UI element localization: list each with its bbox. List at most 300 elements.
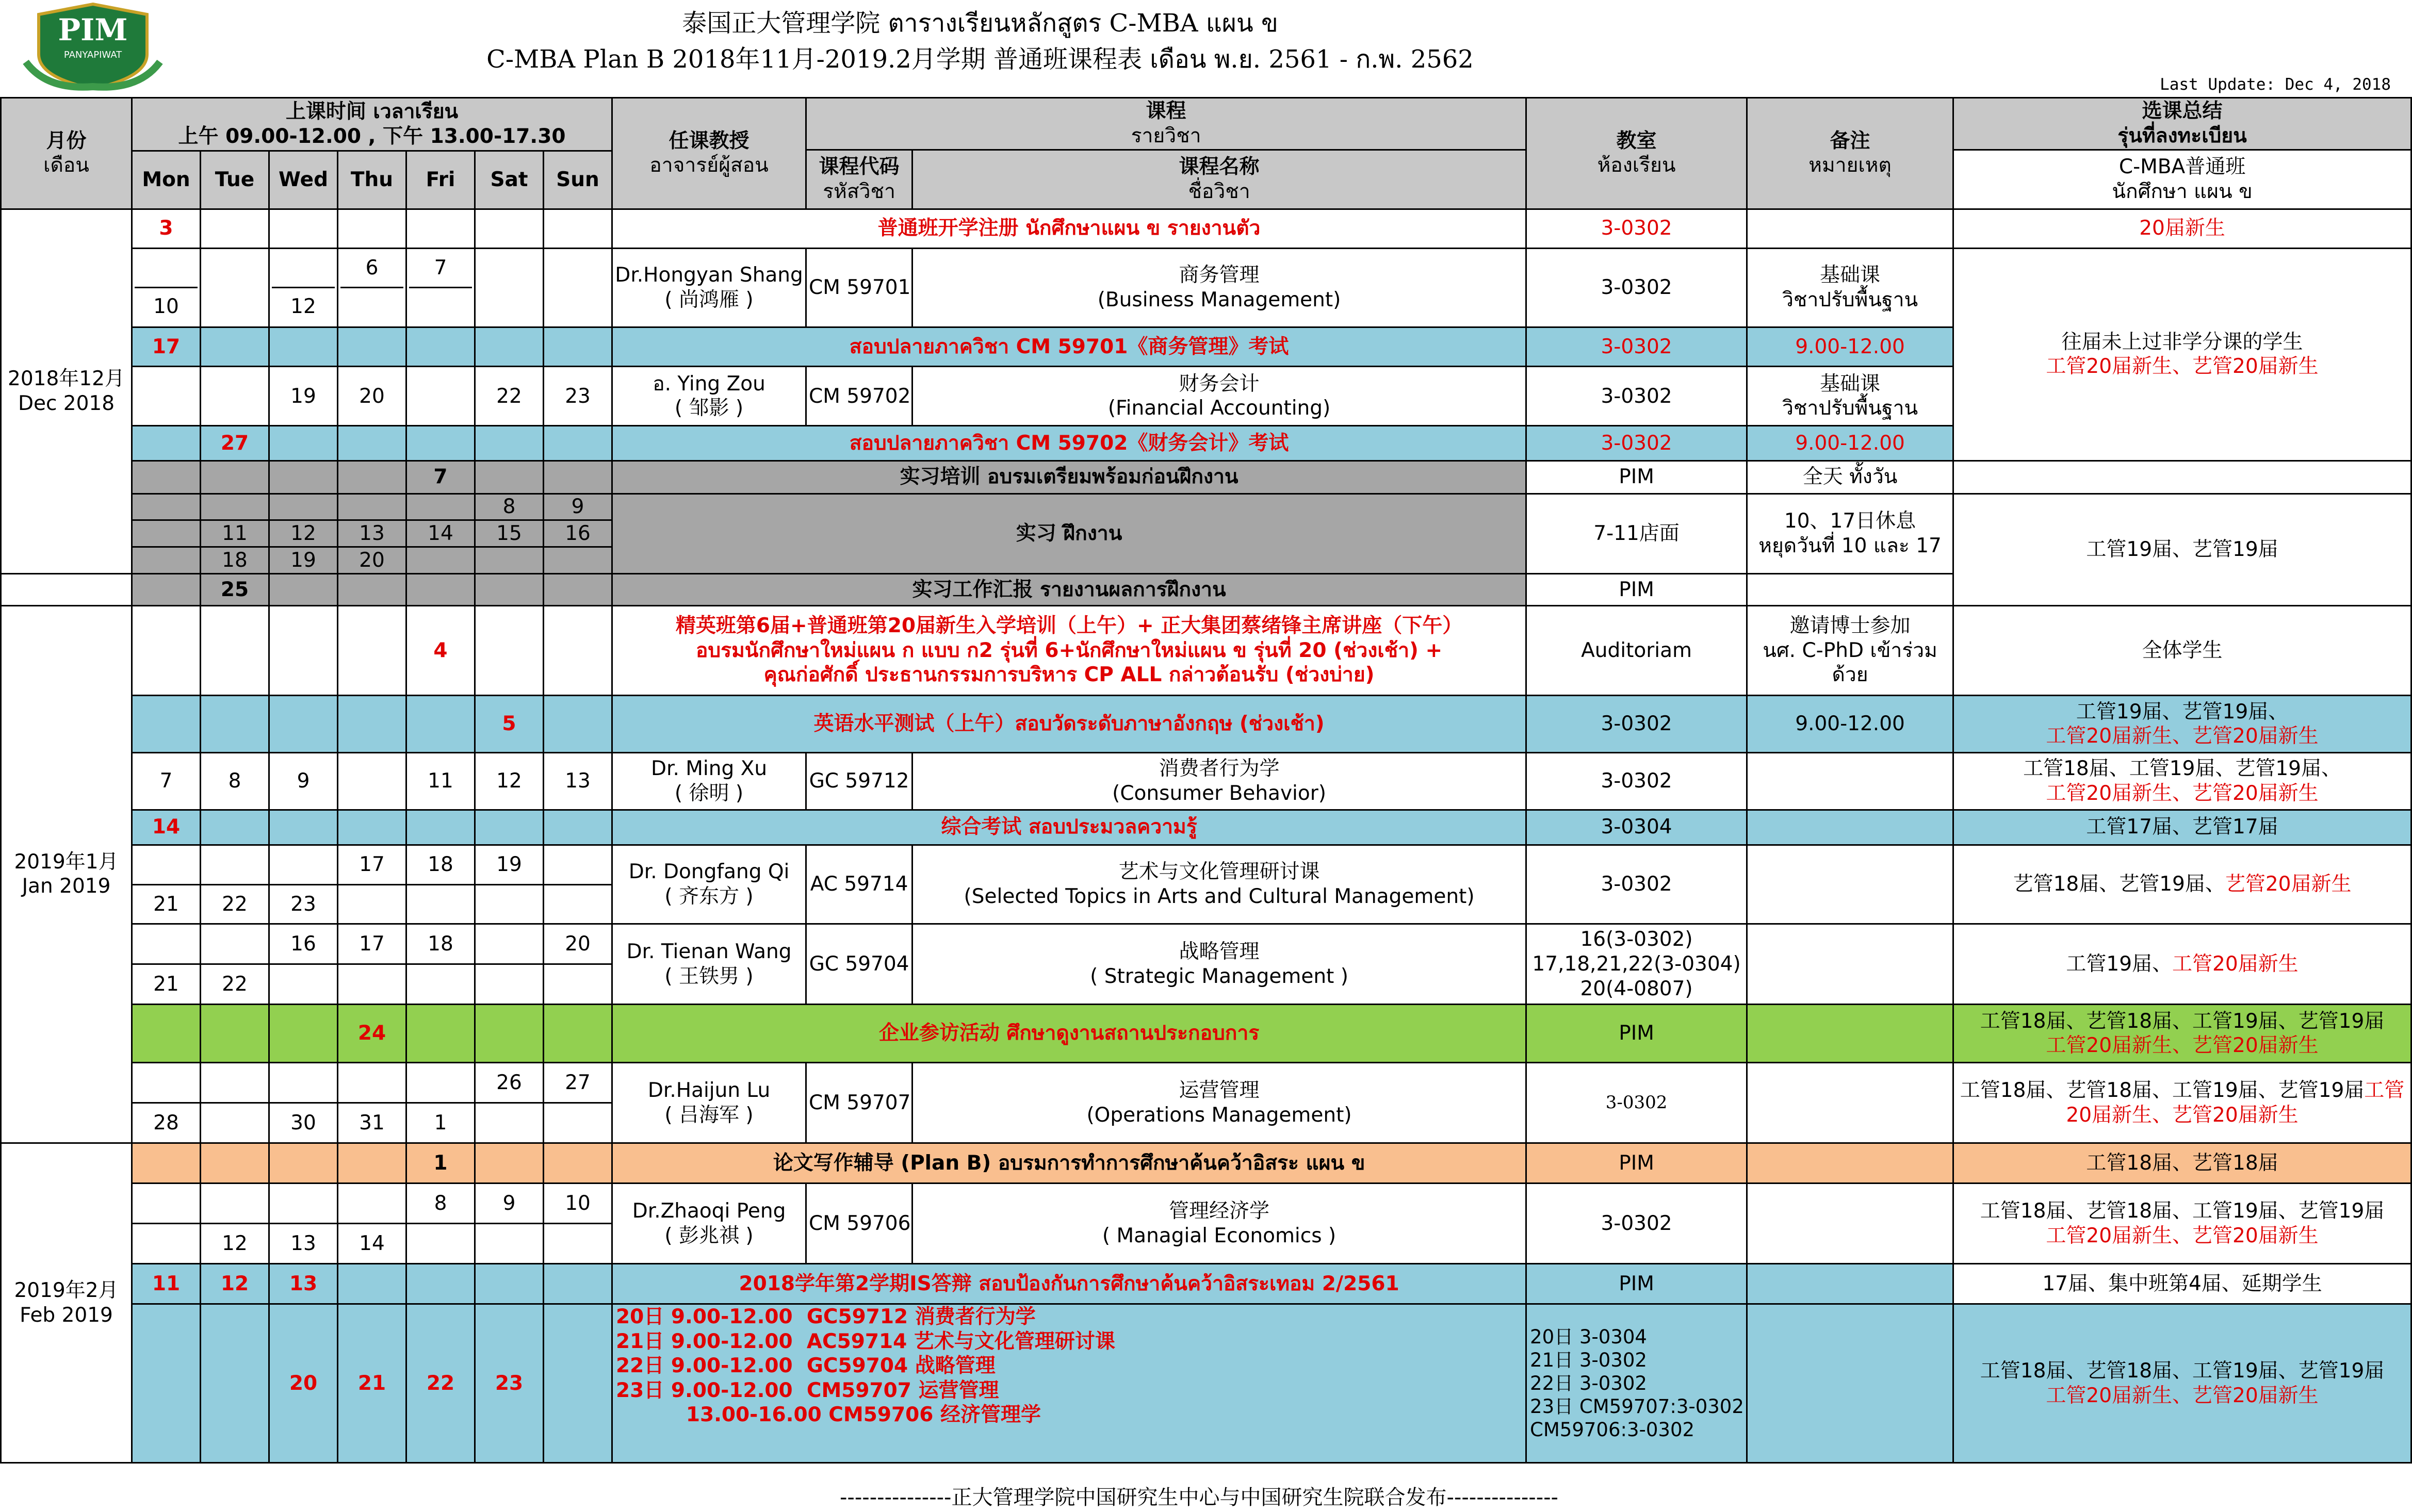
summary-cell: 工管18届、艺管18届、工管19届、艺管19届 工管20届新生、艺管20届新生 [1953,1304,2411,1463]
table-cell [269,327,338,367]
day-wed: Wed [269,151,338,209]
table-cell [1953,461,2411,494]
date-cell: 22 [406,1304,475,1463]
table-cell [475,924,544,964]
table-cell [544,1264,612,1304]
date-cell: 12 [201,1264,269,1304]
date-cell: 13 [269,1224,338,1264]
date-cell: 20 [544,924,612,964]
table-cell [132,924,201,964]
room-cell: 3-0302 [1526,327,1747,367]
course-code: CM 59701 [806,248,912,327]
header-name: 课程名称 ชื่อวิชา [912,150,1526,209]
room-cell: PIM [1526,461,1747,494]
table-cell [544,209,612,248]
note-cell: 9.00-12.00 [1747,426,1953,461]
summary-cell: 艺管18届、艺管19届、艺管20届新生 [1953,845,2411,924]
date-cell: 19 [269,547,338,574]
table-cell [475,1005,544,1063]
table-cell [1747,1264,1953,1304]
room-cell: PIM [1526,1264,1747,1304]
date-cell: 23 [475,1304,544,1463]
day-sun: Sun [544,151,612,209]
table-cell [338,461,406,494]
room-cell: 3-0302 [1526,1063,1747,1143]
table-cell [544,461,612,494]
date-cell: 20 [269,1304,338,1463]
table-cell [269,845,338,885]
table-cell [475,461,544,494]
room-cell: 3-0302 [1526,753,1747,810]
date-cell: 17 [132,327,201,367]
table-cell [406,1264,475,1304]
table-cell [132,1063,201,1103]
teacher-cell: Dr. Tienan Wang ( 王铁男 ) [612,924,806,1005]
event-title: 实习培训 อบรมเตรียมพร้อมก่อนฝึกงาน [612,461,1526,494]
date-cell: 12 [269,520,338,547]
table-cell [1,574,132,606]
summary-cell: 工管18届、艺管18届、工管19届、艺管19届 工管20届新生、艺管20届新生 [1953,1005,2411,1063]
table-cell [544,810,612,845]
table-cell [338,696,406,753]
room-cell: 3-0302 [1526,845,1747,924]
table-cell [132,494,201,520]
month-jan: 2019年1月 Jan 2019 [1,605,132,1143]
table-cell [475,964,544,1005]
note-cell: 基础课 วิชาปรับพื้นฐาน [1747,248,1953,327]
table-cell [1747,1063,1953,1143]
date-cell: 9 [475,1184,544,1224]
table-cell [132,367,201,426]
table-cell [201,248,269,327]
table-cell [544,964,612,1005]
note-cell: 全天 ทั้งวัน [1747,461,1953,494]
table-cell [201,845,269,885]
summary-cell: 工管19届、艺管19届 [1953,494,2411,605]
table-cell [201,1143,269,1184]
table-cell [269,1184,338,1224]
date-cell: 9 [544,494,612,520]
table-cell [201,327,269,367]
course-name: 管理经济学 ( Managial Economics ) [912,1184,1526,1264]
table-cell [338,494,406,520]
table-cell [544,1224,612,1264]
room-cell: 3-0302 [1526,209,1747,248]
table-cell [475,547,544,574]
table-cell [475,885,544,924]
room-cell: PIM [1526,574,1747,606]
course-name: 艺术与文化管理研讨课 (Selected Topics in Arts and Cultural Management) [912,845,1526,924]
table-cell [201,1005,269,1063]
table-cell [132,1304,201,1463]
table-cell [338,426,406,461]
date-cell: 6 [338,248,406,327]
header-teacher: 任课教授 อาจารย์ผู้สอน [612,98,806,209]
teacher-cell: Dr.Hongyan Shang ( 尚鸿雁 ) [612,248,806,327]
date-cell: 12 [475,753,544,810]
table-cell [544,885,612,924]
event-title: 2018学年第2学期IS答辩 สอบป้องกันการศึกษาค้นคว้าอิสระเทอม 2/2561 [612,1264,1526,1304]
table-cell [406,1224,475,1264]
note-cell: 基础课 วิชาปรับพื้นฐาน [1747,367,1953,426]
table-cell [201,367,269,426]
date-cell: 23 [544,367,612,426]
table-cell [406,810,475,845]
date-cell: 15 [475,520,544,547]
table-cell [406,367,475,426]
date-cell: 23 [269,885,338,924]
date-cell: 8 [406,1184,475,1224]
table-cell [544,1103,612,1143]
room-cell: 20日 3-0304 21日 3-0302 22日 3-0302 23日 CM59707:3-0302 CM59706:3-0302 [1526,1304,1747,1463]
date-cell: 14 [338,1224,406,1264]
table-cell [269,1143,338,1184]
table-cell [544,1304,612,1463]
table-cell [338,885,406,924]
room-cell: 3-0304 [1526,810,1747,845]
summary-cell: 工管18届、艺管18届 [1953,1143,2411,1184]
room-cell: PIM [1526,1143,1747,1184]
header-summary: 选课总结 รุ่นที่ลงทะเบียน [1953,98,2411,150]
event-title: สอบปลายภาควิชา CM 59702《财务会计》考试 [612,426,1526,461]
page-subtitle: C-MBA Plan B 2018年11月-2019.2月学期 普通班课程表 เดือน พ.ย. 2561 - ก.พ. 2562 [486,45,1474,74]
svg-text:PIM: PIM [58,12,128,47]
table-cell [132,845,201,885]
event-title: 实习工作汇报 รายงานผลการฝึกงาน [612,574,1526,606]
table-cell [544,574,612,606]
table-cell [1747,1304,1953,1463]
table-cell [1747,845,1953,924]
table-cell [475,810,544,845]
table-cell [544,248,612,327]
table-cell [406,885,475,924]
table-cell [338,327,406,367]
date-cell: 1 [406,1103,475,1143]
table-cell [338,605,406,695]
header-time: 上课时间 เวลาเรียน 上午 09.00-12.00 , 下午 13.00-17.30 [132,98,612,151]
table-cell [1747,810,1953,845]
date-cell: 25 [201,574,269,606]
room-cell: Auditoriam [1526,605,1747,695]
summary-cell: 全体学生 [1953,605,2411,695]
table-cell [338,209,406,248]
room-cell: 3-0302 [1526,1184,1747,1264]
page-title: 泰国正大管理学院 ตารางเรียนหลักสูตร C-MBA แผน ข [682,9,1278,38]
table-cell [338,1063,406,1103]
date-cell: 31 [338,1103,406,1143]
date-cell: 3 [132,209,201,248]
summary-cell: 往届未上过非学分课的学生 工管20届新生、艺管20届新生 [1953,248,2411,461]
date-cell: 27 [201,426,269,461]
note-cell: 10、17日休息 หยุดวันที่ 10 และ 17 [1747,494,1953,574]
date-cell: 21 [132,964,201,1005]
table-cell [201,1103,269,1143]
table-cell [406,209,475,248]
date-cell: 7 [132,753,201,810]
table-cell [544,547,612,574]
table-cell [475,327,544,367]
table-cell [338,810,406,845]
date-cell: 10 [544,1184,612,1224]
table-cell [406,547,475,574]
table-cell [269,810,338,845]
note-cell: 邀请博士参加 นศ. C-PhD เข้าร่วมด้วย [1747,605,1953,695]
summary-cell: 工管17届、艺管17届 [1953,810,2411,845]
table-cell [338,1264,406,1304]
date-cell: 21 [132,885,201,924]
event-title: 企业参访活动 ศึกษาดูงานสถานประกอบการ [612,1005,1526,1063]
table-cell [132,1005,201,1063]
table-cell [406,964,475,1005]
table-cell [544,696,612,753]
event-title: 精英班第6届+普通班第20届新生入学培训（上午）+ 正大集团蔡绪锋主席讲座（下午） อบรมนักศึกษาใหม่แผน ก แบบ ก2 รุ่นที่ 6+นักศึกษาใหม่แผน ข รุ่นที่ 20 (ช่วงเช้า) + คุณก่อศักดิ์ ประธานกรรมการบริหาร CP ALL กล่าวต้อนรับ (ช่วงบ่าย) [612,605,1526,695]
room-cell: 16(3-0302) 17,18,21,22(3-0304) 20(4-0807) [1526,924,1747,1005]
table-cell [132,520,201,547]
room-cell: 3-0302 [1526,367,1747,426]
date-cell: 19 [269,367,338,426]
table-cell [132,1224,201,1264]
date-cell: 14 [132,810,201,845]
table-cell [338,574,406,606]
table-cell [201,696,269,753]
table-cell [406,574,475,606]
svg-text:PANYAPIWAT: PANYAPIWAT [63,50,122,60]
table-cell [475,1103,544,1143]
header-code: 课程代码 รหัสวิชา [806,150,912,209]
date-cell: 20 [338,367,406,426]
table-cell [475,426,544,461]
table-cell [338,1143,406,1184]
table-cell [132,547,201,574]
table-cell [406,426,475,461]
header-room: 教室 ห้องเรียน [1526,98,1747,209]
table-cell [338,753,406,810]
table-cell [269,696,338,753]
date-cell: 16 [544,520,612,547]
day-tue: Tue [201,151,269,209]
course-code: CM 59702 [806,367,912,426]
table-cell [201,209,269,248]
day-fri: Fri [406,151,475,209]
table-cell [201,924,269,964]
date-cell: 17 [338,924,406,964]
event-title: 实习 ฝึกงาน [612,494,1526,574]
date-cell: 13 [338,520,406,547]
day-mon: Mon [132,151,201,209]
course-name: 消费者行为学 (Consumer Behavior) [912,753,1526,810]
month-dec: 2018年12月 Dec 2018 [1,209,132,574]
schedule-table [0,97,2412,1464]
room-cell: 3-0302 [1526,696,1747,753]
event-title: 普通班开学注册 นักศึกษาแผน ข รายงานตัว [612,209,1526,248]
date-cell: 22 [475,367,544,426]
footer-note: ---------------正大管理学院中国研究生中心与中国研究生院联合发布--------------- [839,1486,1558,1509]
summary-cell: 20届新生 [1953,209,2411,248]
course-code: CM 59706 [806,1184,912,1264]
day-thu: Thu [338,151,406,209]
table-cell [406,696,475,753]
table-cell [475,1143,544,1184]
course-name: 运营管理 (Operations Management) [912,1063,1526,1143]
teacher-cell: Dr.Zhaoqi Peng ( 彭兆祺 ) [612,1184,806,1264]
summary-cell: 17届、集中班第4届、延期学生 [1953,1264,2411,1304]
date-cell: 13 [269,1264,338,1304]
table-cell [544,1005,612,1063]
table-cell [269,461,338,494]
course-code: AC 59714 [806,845,912,924]
table-cell [338,1184,406,1224]
table-cell [1747,1184,1953,1264]
room-cell: 3-0302 [1526,426,1747,461]
course-code: GC 59712 [806,753,912,810]
table-cell [1747,209,1953,248]
header-course: 课程 รายวิชา [806,98,1526,150]
table-cell [201,1063,269,1103]
table-cell [201,1304,269,1463]
date-cell: 28 [132,1103,201,1143]
table-cell [132,696,201,753]
table-cell [1747,753,1953,810]
table-cell [132,426,201,461]
date-cell: 18 [406,924,475,964]
event-title: 英语水平测试（上午）สอบวัดระดับภาษาอังกฤษ (ช่วงเช้า) [612,696,1526,753]
table-cell [132,574,201,606]
date-cell: 22 [201,885,269,924]
course-name: 战略管理 ( Strategic Management ) [912,924,1526,1005]
header-note: 备注 หมายเหตุ [1747,98,1953,209]
header-summary-plan: C-MBA普通班 นักศึกษา แผน ข [1953,150,2411,209]
course-name: 商务管理 (Business Management) [912,248,1526,327]
table-cell [544,327,612,367]
table-cell [475,574,544,606]
table-cell [544,605,612,695]
date-cell: 9 [269,753,338,810]
event-title: สอบปลายภาควิชา CM 59701《商务管理》考试 [612,327,1526,367]
table-cell [269,964,338,1005]
table-cell [1747,1143,1953,1184]
table-cell [201,810,269,845]
date-cell: 14 [406,520,475,547]
date-cell: 17 [338,845,406,885]
table-cell [475,1264,544,1304]
table-cell [269,605,338,695]
summary-cell: 工管18届、工管19届、艺管19届、 工管20届新生、艺管20届新生 [1953,753,2411,810]
course-code: GC 59704 [806,924,912,1005]
date-cell: 8 [201,753,269,810]
date-cell: 18 [406,845,475,885]
date-cell: 12 [201,1224,269,1264]
table-cell [269,209,338,248]
date-cell: 8 [475,494,544,520]
table-cell [544,845,612,885]
date-cell: 16 [269,924,338,964]
summary-cell: 工管19届、工管20届新生 [1953,924,2411,1005]
date-cell: 20 [338,547,406,574]
room-cell: 7-11店面 [1526,494,1747,574]
table-cell [269,1005,338,1063]
date-cell: 11 [201,520,269,547]
table-cell [406,1063,475,1103]
header-month: 月份 เดือน [1,98,132,209]
date-cell: 26 [475,1063,544,1103]
table-cell [201,1184,269,1224]
table-cell [544,1143,612,1184]
teacher-cell: Dr.Haijun Lu ( 吕海军 ) [612,1063,806,1143]
table-cell [406,494,475,520]
teacher-cell: Dr. Dongfang Qi ( 齐东方 ) [612,845,806,924]
date-cell: 7 [406,461,475,494]
event-title: 综合考试 สอบประมวลความรู้ [612,810,1526,845]
date-cell: 21 [338,1304,406,1463]
table-cell [475,209,544,248]
summary-cell: 工管18届、艺管18届、工管19届、艺管19届工管 20届新生、艺管20届新生 [1953,1063,2411,1143]
table-cell [406,1005,475,1063]
room-cell: PIM [1526,1005,1747,1063]
table-cell [132,461,201,494]
table-cell [269,1063,338,1103]
day-sat: Sat [475,151,544,209]
table-cell [475,605,544,695]
table-cell [475,248,544,327]
teacher-cell: Dr. Ming Xu ( 徐明 ) [612,753,806,810]
date-cell: 12 [269,248,338,327]
month-feb: 2019年2月 Feb 2019 [1,1143,132,1463]
date-cell: 7 [406,248,475,327]
last-update: Last Update: Dec 4, 2018 [2160,75,2391,94]
date-cell: 27 [544,1063,612,1103]
table-cell [544,426,612,461]
date-cell: 19 [475,845,544,885]
note-cell: 9.00-12.00 [1747,327,1953,367]
date-cell: 24 [338,1005,406,1063]
note-cell: 9.00-12.00 [1747,696,1953,753]
teacher-cell: อ. Ying Zou ( 邹影 ) [612,367,806,426]
table-cell [201,494,269,520]
date-cell: 4 [406,605,475,695]
date-cell: 10 [132,248,201,327]
table-cell [475,1224,544,1264]
date-cell: 11 [406,753,475,810]
event-title: 论文写作辅导 (Plan B) อบรมการทำการศึกษาค้นคว้าอิสระ แผน ข [612,1143,1526,1184]
summary-cell: 工管18届、艺管18届、工管19届、艺管19届 工管20届新生、艺管20届新生 [1953,1184,2411,1264]
defense-schedule: 20日 9.00-12.00 GC59712 消费者行为学 21日 9.00-12.00 AC59714 艺术与文化管理研讨课 22日 9.00-12.00 GC59704 战略管理 23日 9.00-12.00 CM59707 运营管理 13.00-16.00 CM59706 经济管理学 [612,1304,1526,1463]
table-cell [201,461,269,494]
table-cell [1747,1005,1953,1063]
date-cell: 11 [132,1264,201,1304]
date-cell: 13 [544,753,612,810]
table-cell [132,1184,201,1224]
date-cell: 22 [201,964,269,1005]
summary-cell: 工管19届、艺管19届、 工管20届新生、艺管20届新生 [1953,696,2411,753]
course-code: CM 59707 [806,1063,912,1143]
date-cell: 5 [475,696,544,753]
date-cell: 1 [406,1143,475,1184]
table-cell [201,605,269,695]
table-cell [269,426,338,461]
table-cell [132,605,201,695]
table-cell [406,327,475,367]
table-cell [1747,574,1953,606]
table-cell [269,494,338,520]
date-cell: 30 [269,1103,338,1143]
table-cell [1747,924,1953,1005]
date-cell: 18 [201,547,269,574]
room-cell: 3-0302 [1526,248,1747,327]
table-cell [338,964,406,1005]
table-cell [132,1143,201,1184]
course-name: 财务会计 (Financial Accounting) [912,367,1526,426]
table-cell [269,574,338,606]
